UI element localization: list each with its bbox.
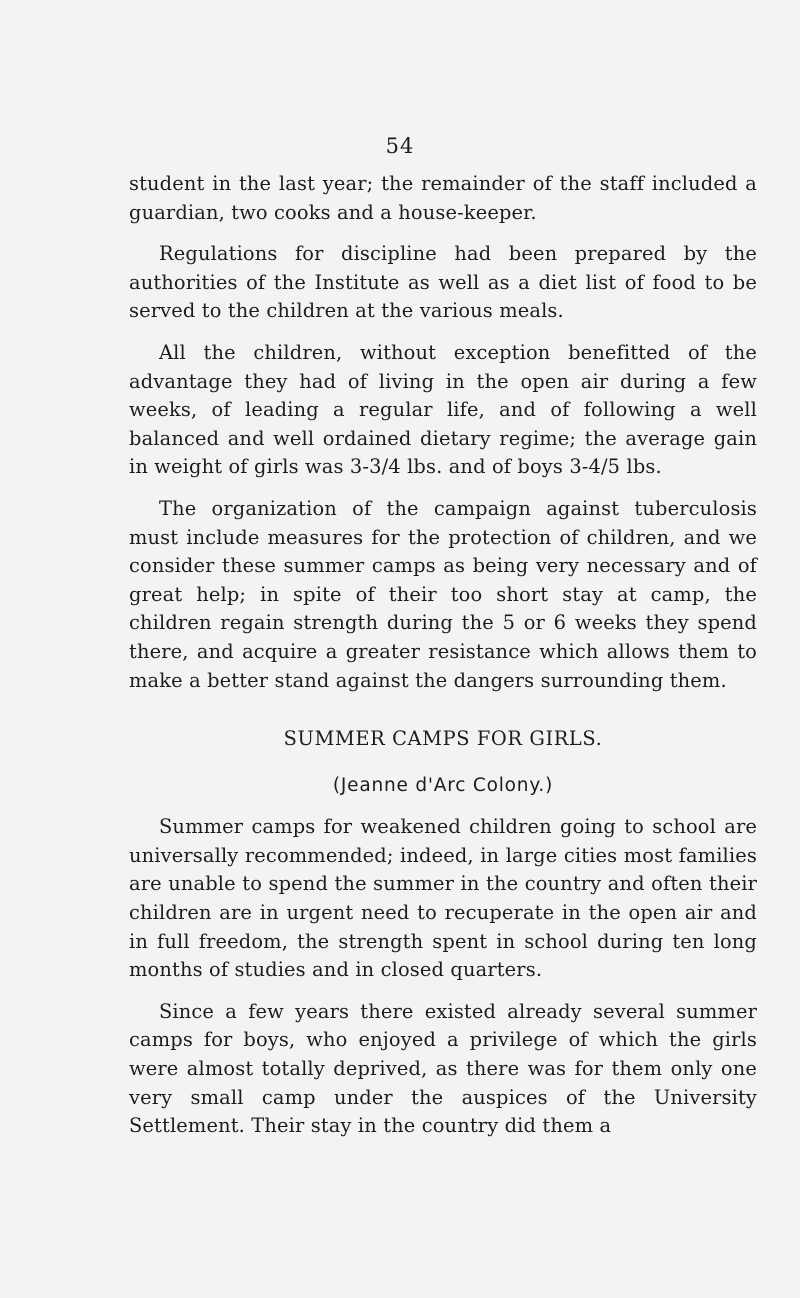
page-number: 54: [385, 134, 415, 158]
paragraph-children-benefit: All the children, without exception benefitted of the advantage they had of living in the open air during a few weeks, of leading a regular life, and of following a well balanced and well ordained dietary regime; the average gain in weight of girls was 3-3/4 lbs. and of boys 3-4/5 lbs.: [129, 340, 757, 479]
body-text: [129, 170, 757, 1141]
paragraph-continuation: student in the last year; the remainder of the staff included a guardian, two cooks and a house-keeper.: [129, 172, 757, 224]
paragraph-girls-camps: Since a few years there existed already several summer camps for boys, who enjoyed a privilege of which the girls were almost totally deprived, as there was for them only one very small camp under the auspices of the University Settlement. Their stay in the country did them a: [129, 999, 757, 1138]
section-heading: SUMMER CAMPS FOR GIRLS.: [283, 727, 603, 751]
paragraph-regulations: Regulations for discipline had been prepared by the authorities of the Institute as well as a diet list of food to be served to the children at the various meals.: [129, 242, 757, 323]
section-subheading: (Jeanne d'Arc Colony.): [332, 774, 554, 796]
paragraph-tuberculosis-campaign: The organization of the campaign against tuberculosis must include measures for the protection of children, and we consider these summer camps as being very necessary and of great help; in spite of their too short stay at camp, the children regain strength during the 5 or 6 weeks they spend there, and acquire a greater resistance which allows them to make a better stand against the dangers surrounding them.: [129, 496, 757, 692]
paragraph-summer-camps: Summer camps for weakened children going to school are universally recommended; indeed, in large cities most families are unable to spend the summer in the country and often their children are in urgent need to recuperate in the open air and in full freedom, the strength spent in school during ten long months of studies and in closed quarters.: [129, 815, 757, 982]
